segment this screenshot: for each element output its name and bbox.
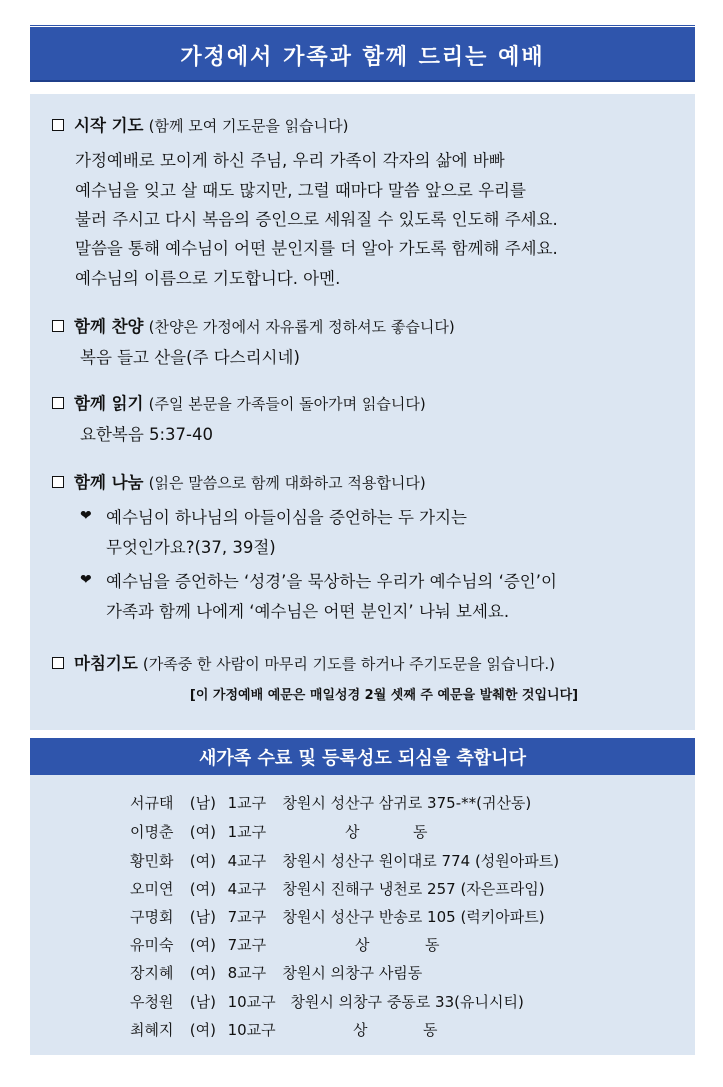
member-name: 오미연: [130, 880, 174, 898]
new-family-banner: [30, 738, 695, 775]
heart-icon: ❤: [80, 572, 92, 588]
section-opening-prayer: [52, 112, 349, 136]
member-row: [130, 850, 559, 871]
section-heading: 함께 읽기: [74, 394, 144, 413]
checkbox-square-icon: [52, 476, 64, 488]
section-heading: 함께 나눔: [74, 473, 144, 492]
member-row: [130, 878, 545, 899]
member-row: [130, 962, 422, 983]
question-line: 예수님이 하나님의 아들이심을 증언하는 두 가지는: [106, 508, 467, 527]
hymn-title: 복음 들고 산을(주 다스리시네): [80, 348, 300, 367]
new-family-heading: 새가족 수료 및 등록성도 되심을 축합니다: [199, 748, 526, 769]
same-address-mark: 상: [353, 1021, 368, 1039]
member-sex: (남): [189, 794, 216, 812]
section-note: (읽은 말씀으로 함께 대화하고 적용합니다): [148, 474, 426, 492]
member-name: 우청원: [130, 993, 174, 1011]
member-address: 창원시 성산구 삼귀로 375-**(귀산동): [282, 794, 532, 812]
member-name: 황민화: [130, 852, 174, 870]
heart-icon: ❤: [80, 508, 92, 524]
same-address-mark: 동: [423, 1021, 438, 1039]
page-title: 가정에서 가족과 함께 드리는 예배: [180, 45, 545, 70]
prayer-line: 예수님의 이름으로 기도합니다. 아멘.: [75, 269, 341, 288]
member-address: 창원시 성산구 반송로 105 (럭키아파트): [282, 908, 545, 926]
section-note: (가족중 한 사람이 마무리 기도를 하거나 주기도문을 읽습니다.): [142, 655, 555, 673]
member-row: [130, 906, 545, 927]
member-row: [130, 821, 278, 842]
member-address: 창원시 진해구 냉천로 257 (자은프라임): [282, 880, 545, 898]
same-address-mark: 상: [345, 823, 360, 841]
section-sharing: [52, 469, 426, 493]
member-sex: (여): [189, 852, 216, 870]
same-address-mark: 동: [413, 823, 428, 841]
question-line: 가족과 함께 나에게 ‘예수님은 어떤 분인지’ 나눠 보세요.: [106, 602, 510, 621]
checkbox-square-icon: [52, 657, 64, 669]
section-note: (찬양은 가정에서 자유롭게 정하셔도 좋습니다): [148, 318, 455, 336]
member-address: 창원시 의창구 중동로 33(유니시티): [290, 993, 524, 1011]
member-row: [130, 991, 524, 1012]
checkbox-square-icon: [52, 119, 64, 131]
member-gyogu: 7교구: [227, 908, 267, 926]
member-name: 서규태: [130, 794, 174, 812]
member-gyogu: 4교구: [227, 852, 267, 870]
member-name: 유미숙: [130, 936, 174, 954]
member-gyogu: 10교구: [227, 1021, 276, 1039]
member-gyogu: 1교구: [227, 794, 267, 812]
member-gyogu: 8교구: [227, 964, 267, 982]
section-note: (함께 모여 기도문을 읽습니다): [148, 117, 349, 135]
member-gyogu: 1교구: [227, 823, 267, 841]
question-line: 무엇인가요?(37, 39절): [106, 538, 276, 557]
checkbox-square-icon: [52, 320, 64, 332]
member-name: 이명춘: [130, 823, 174, 841]
section-closing-prayer: [52, 650, 555, 674]
member-name: 최혜지: [130, 1021, 174, 1039]
member-gyogu: 7교구: [227, 936, 267, 954]
prayer-line: 불러 주시고 다시 복음의 증인으로 세워질 수 있도록 인도해 주세요.: [75, 210, 558, 229]
member-row: [130, 792, 531, 813]
prayer-line: 가정예배로 모이게 하신 주님, 우리 가족이 각자의 삶에 바빠: [75, 151, 505, 170]
member-row: [130, 934, 278, 955]
member-address: 창원시 성산구 원이대로 774 (성원아파트): [282, 852, 560, 870]
same-address-mark: 상: [355, 936, 370, 954]
checkbox-square-icon: [52, 397, 64, 409]
member-row: [130, 1019, 278, 1040]
section-reading: [52, 390, 426, 414]
member-gyogu: 4교구: [227, 880, 267, 898]
member-sex: (여): [189, 1021, 216, 1039]
source-note: [이 가정예배 예문은 매일성경 2월 셋째 주 예문을 발췌한 것입니다]: [189, 688, 579, 703]
member-sex: (여): [189, 880, 216, 898]
section-heading: 함께 찬양: [74, 317, 144, 336]
prayer-line: 예수님을 잊고 살 때도 많지만, 그럴 때마다 말씀 앞으로 우리를: [75, 181, 526, 200]
member-sex: (남): [189, 908, 216, 926]
scripture-reference: 요한복음 5:37-40: [80, 425, 214, 444]
title-banner: [30, 27, 695, 82]
section-heading: 시작 기도: [74, 116, 144, 135]
member-name: 장지혜: [130, 964, 174, 982]
section-praise: [52, 313, 455, 337]
member-sex: (남): [189, 993, 216, 1011]
member-sex: (여): [189, 964, 216, 982]
section-note: (주일 본문을 가족들이 돌아가며 읽습니다): [148, 395, 426, 413]
member-sex: (여): [189, 936, 216, 954]
prayer-line: 말씀을 통해 예수님이 어떤 분인지를 더 알아 가도록 함께해 주세요.: [75, 239, 558, 258]
same-address-mark: 동: [425, 936, 440, 954]
question-line: 예수님을 증언하는 ‘성경’을 묵상하는 우리가 예수님의 ‘증인’이: [106, 572, 557, 591]
member-sex: (여): [189, 823, 216, 841]
member-address: 창원시 의창구 사림동: [282, 964, 423, 982]
member-gyogu: 10교구: [227, 993, 276, 1011]
section-heading: 마침기도: [74, 654, 138, 673]
member-name: 구명회: [130, 908, 174, 926]
